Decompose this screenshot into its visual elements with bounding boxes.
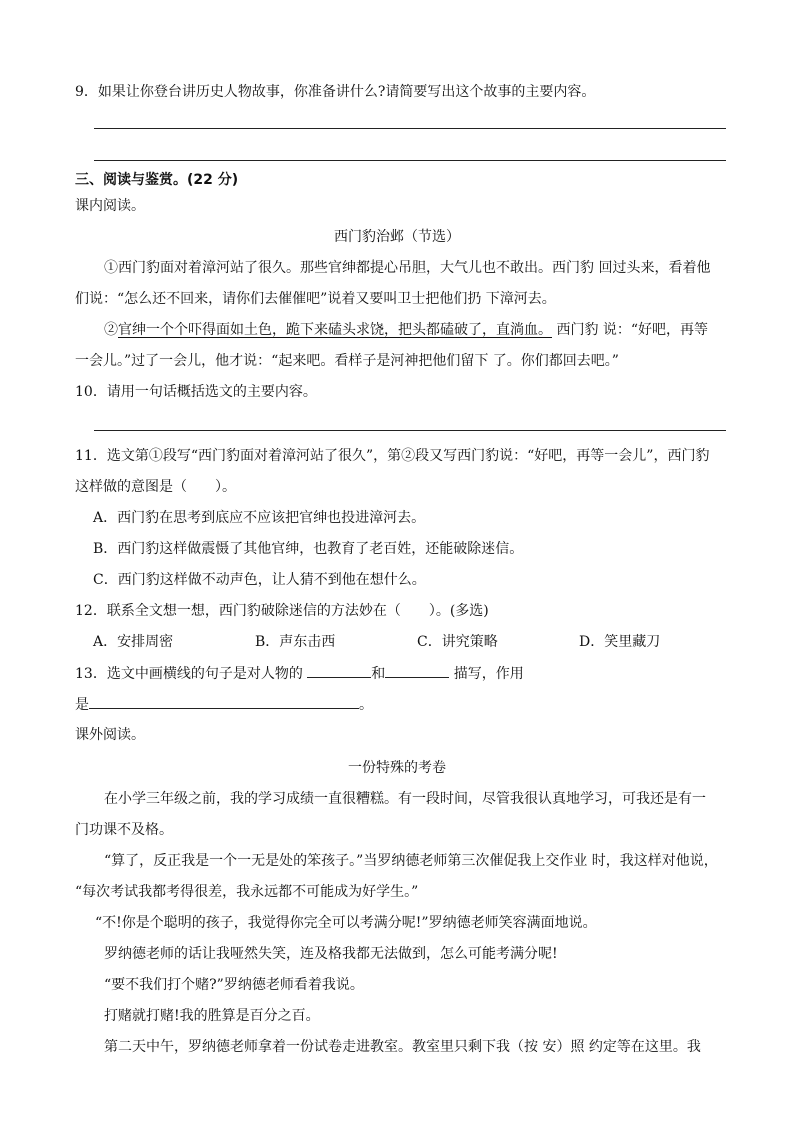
extra-passage-title: 一份特殊的考卷 [348,760,446,776]
question-13-text: 是 [75,697,89,713]
answer-line [94,160,726,161]
question-13-text: 13．选文中画横线的句子是对人物的 [75,666,303,682]
paragraph-number: ② [104,322,118,338]
question-13-line-1 [75,663,524,684]
question-13-text: 。 [359,697,373,713]
question-12-options [93,632,660,652]
fill-blank [89,694,359,709]
question-9: 9．如果让你登台讲历史人物故事，你准备讲什么?请简要写出这个故事的主要内容。 [75,84,596,100]
option-a: A．安排周密 [93,634,174,650]
passage-paragraph-1-line-1: ①西门豹面对着漳河站了很久。那些官绅都提心吊胆，大气儿也不敢出。西门豹 回过头来，看着他 [104,260,711,276]
extra-reading-label: 课外阅读。 [75,727,145,743]
extra-passage-line: 罗纳德老师的话让我哑然失笑，连及格我都无法做到，怎么可能考满分呢! [104,946,558,962]
passage-title: 西门豹治邺（节选） [334,229,460,245]
passage-paragraph-2-line-2: 一会儿。”过了一会儿，他才说：“起来吧。看样子是河神把他们留下 了。你们都回去吧。” [75,353,619,369]
extra-passage-line: 打赌就打赌!我的胜算是百分之百。 [104,1008,320,1024]
extra-passage-line: “不!你是个聪明的孩子，我觉得你完全可以考满分呢!”罗纳德老师笑容满面地说。 [95,915,597,931]
extra-passage-line: 第二天中午，罗纳德老师拿着一份试卷走进教室。教室里只剩下我（按 安）照 约定等在这里。我 [104,1039,701,1055]
extra-passage-line: “算了，反正我是一个一无是处的笨孩子。”当罗纳德老师第三次催促我上交作业 时，我这样对他说， [104,853,718,869]
question-10: 10．请用一句话概括选文的主要内容。 [75,384,317,400]
inclass-reading-label: 课内阅读。 [75,198,145,214]
question-13-text: 描写，作用 [449,666,524,682]
option-d: D．笑里藏刀 [579,634,661,650]
question-11-line-2: 这样做的意图是（ ）。 [75,479,236,495]
answer-line [94,430,726,431]
underlined-sentence: 官绅一个个吓得面如土色，跪下来磕头求饶，把头都磕破了，直淌血。 [118,322,552,338]
extra-passage-line: “要不我们打个赌?”罗纳德老师看着我说。 [104,977,364,993]
question-13-line-2 [75,694,373,715]
section-heading: 三、阅读与鉴赏。(22 分) [75,172,239,188]
question-12: 12．联系全文想一想，西门豹破除迷信的方法妙在（ ）。(多选) [75,603,489,619]
question-11-line-1: 11．选文第①段写“西门豹面对着漳河站了很久”，第②段又写西门豹说：“好吧，再等一会儿”，西门豹 [75,448,710,464]
extra-passage-line: “每次考试我都考得很差，我永远都不可能成为好学生。” [75,884,419,900]
passage-paragraph-2-line-1 [104,320,708,340]
question-13-text: 和 [371,666,386,682]
option-c: C．西门豹这样做不动声色，让人猜不到他在想什么。 [93,572,426,588]
option-b: B．西门豹这样做震慑了其他官绅，也教育了老百姓，还能破除迷信。 [93,541,524,557]
fill-blank [385,663,449,678]
passage-paragraph-1-line-2: 们说：“怎么还不回来，请你们去催催吧”说着又要叫卫士把他们扔 下漳河去。 [75,291,556,307]
extra-passage-line: 门功课不及格。 [75,822,173,838]
option-a: A．西门豹在思考到底应不应该把官绅也投进漳河去。 [93,510,426,526]
paragraph-text: 西门豹 说：“好吧，再等 [552,322,709,338]
answer-line [94,128,726,129]
fill-blank [307,663,371,678]
extra-passage-line: 在小学三年级之前，我的学习成绩一直很糟糕。有一段时间，尽管我很认真地学习，可我还是有一 [104,791,706,807]
option-c: C．讲究策略 [417,634,498,650]
option-b: B．声东击西 [255,634,336,650]
